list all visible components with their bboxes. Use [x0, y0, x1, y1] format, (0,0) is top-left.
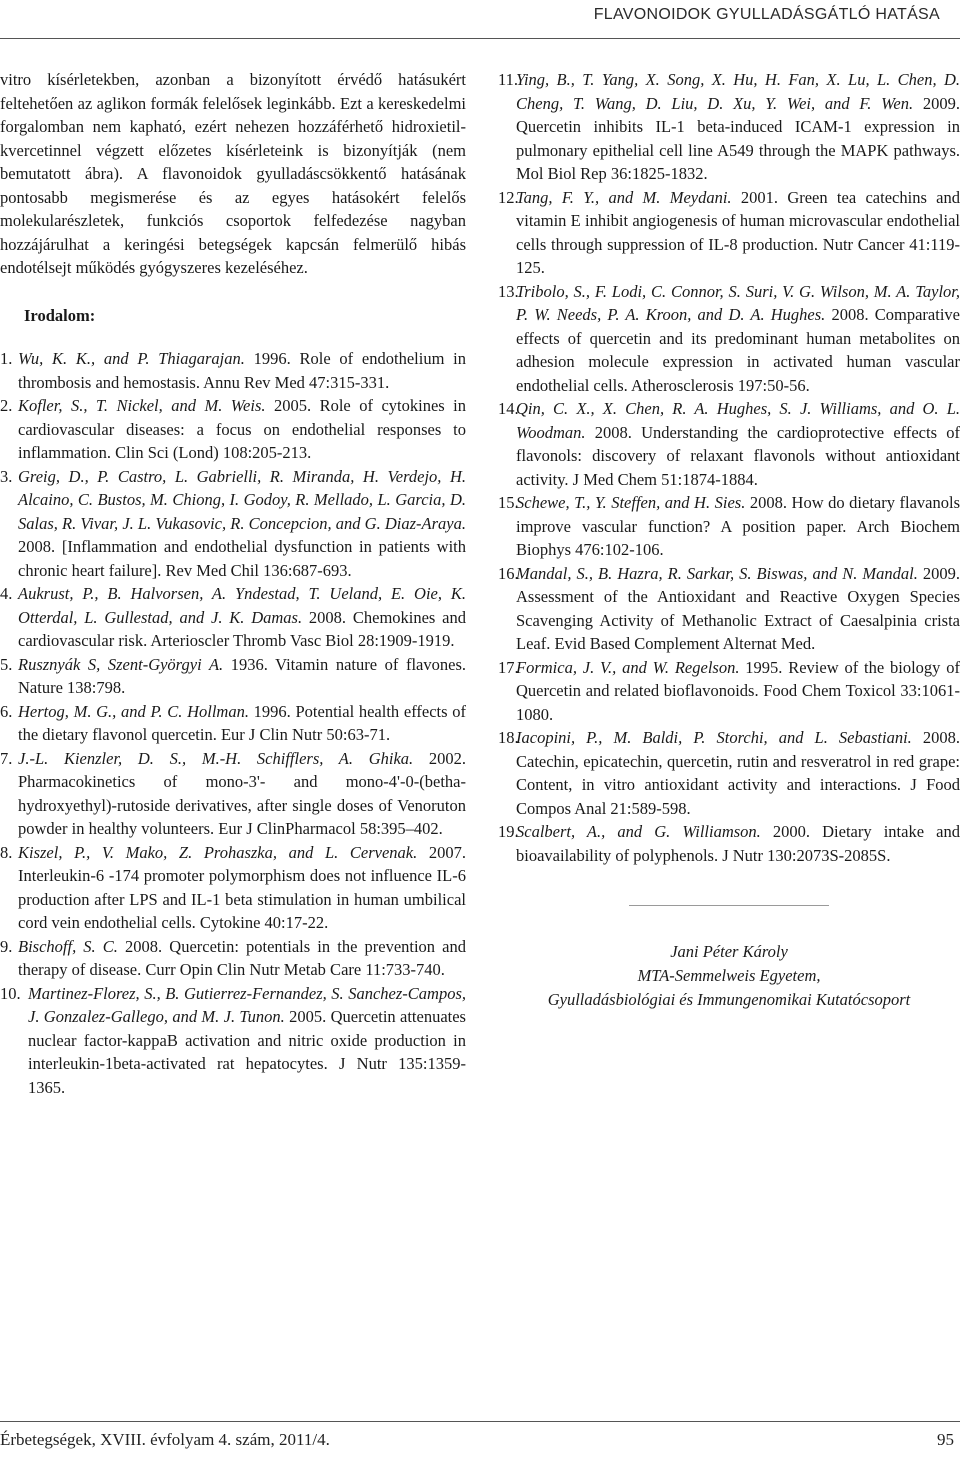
reference-details: 1996. Role of endothelium in thrombosis and hemostasis. Annu Rev Med 47:315-331. — [18, 349, 466, 392]
reference-number: 8. — [0, 842, 13, 862]
reference-details: 2005. Quercetin attenuates nuclear factor-kappaB activation and nitric oxide production in interleukin-1beta-activated rat hepatocytes. J Nutr 135:1359-1365. — [28, 1007, 466, 1097]
reference-details: 2005. Role of cytokines in cardiovascular diseases: a focus on endothelial responses to inflammation. Clin Sci (Lond) 108:205-213. — [18, 396, 466, 462]
reference-item — [0, 465, 466, 583]
reference-item — [0, 700, 466, 747]
reference-item — [0, 935, 466, 982]
reference-item — [498, 491, 960, 562]
reference-authors: Tang, F. Y., and M. Meydani. — [516, 187, 732, 207]
reference-number: 19. — [498, 822, 519, 841]
reference-item — [498, 726, 960, 820]
reference-authors: Rusznyák S, Szent-Györgyi A. — [18, 654, 224, 674]
body-paragraph: vitro kísérletekben, azonban a bizonyított érvédő hatásukért feltehetően az aglikon formák felelősek leginkább. Ezt a kereskedelmi forgalomban nem kapható, ezért nehezen hozzáférhető hidroxietil-kvercetinnel végzett előzetes kísérleteink is bizonyítják (nem bemutatott ábra). A flavonoidok gyulladáscsökkentő hatásának pontosabb megismerése és az egyes hatásokért felelős molekularészletek, funkciós csoportok felfedezése nagyban hozzájárulhat a keringési betegségek kapcsán felmerülő hibás endotélsejt működés gyógyszeres kezeléséhez. — [0, 70, 466, 277]
reference-item — [498, 280, 960, 398]
reference-item — [0, 394, 466, 465]
reference-details: 2009. Quercetin inhibits IL-1 beta-induced ICAM-1 expression in pulmonary epithelial cell line A549 through the MAPK pathways. Mol Biol Rep 36:1825-1832. — [516, 93, 960, 183]
author-name: Jani Péter Károly — [670, 942, 788, 961]
running-title: FLAVONOIDOK GYULLADÁSGÁTLÓ HATÁSA — [593, 6, 940, 23]
reference-item — [0, 841, 466, 935]
reference-number: 12. — [498, 187, 519, 207]
author-separator — [629, 905, 829, 906]
reference-list-left — [0, 347, 466, 1099]
reference-authors: Mandal, S., B. Hazra, R. Sarkar, S. Biswas, and N. Mandal. — [516, 563, 918, 583]
reference-details: 2000. Dietary intake and bioavailability of polyphenols. J Nutr 130:2073S-2085S. — [516, 822, 960, 865]
reference-number: 5. — [0, 654, 13, 674]
page-number: 95 — [937, 1430, 954, 1449]
reference-authors: Scalbert, A., and G. Williamson. — [516, 822, 761, 841]
reference-number: 9. — [0, 936, 13, 956]
reference-details: 2007. Interleukin-6 -174 promoter polymorphism does not influence IL-6 production after LPS and IL-1 beta stimulation in human umbilical cord vein endothelial cells. Cytokine 40:17-22. — [18, 842, 466, 932]
reference-details: 1936. Vitamin nature of flavones. Nature 138:798. — [18, 654, 467, 697]
reference-number: 6. — [0, 701, 13, 721]
reference-authors: Formica, J. V., and W. Regelson. — [516, 657, 740, 677]
reference-authors: Ying, B., T. Yang, X. Song, X. Hu, H. Fan, X. Lu, L. Chen, D. Cheng, T. Wang, D. Liu, D. Xu, Y. Wei, and F. Wen. — [516, 70, 960, 113]
reference-details: 2008. Understanding the cardioprotective effects of flavonols: discovery of relaxant flavonols without antioxidant activity. J Med Chem 51:1874-1884. — [516, 422, 960, 489]
reference-details: 2008. Chemokines and cardiovascular risk. Arterioscler Thromb Vasc Biol 28:1909-1919. — [18, 607, 466, 650]
reference-item — [498, 68, 960, 186]
reference-item — [498, 656, 960, 727]
reference-list-right — [498, 68, 960, 867]
reference-details: 2002. Pharmacokinetics of mono-3'- and mono-4'-0-(betha-hydroxyethyl)-rutoside derivatives, after single doses of Venoruton powder in healthy volunteers. Eur J ClinPharmacol 58:395–402. — [18, 748, 466, 838]
reference-details: 2001. Green tea catechins and vitamin E inhibit angiogenesis of human microvascular endothelial cells through suppression of IL-8 production. Nutr Cancer 41:119-125. — [516, 187, 960, 277]
reference-details: 2008. Catechin, epicatechin, quercetin, rutin and resveratrol in red grape: Content, in vitro antioxidant activity and interactions. J Food Compos Anal 21:589-598. — [516, 728, 960, 818]
right-column — [498, 68, 960, 1012]
reference-authors: Schewe, T., Y. Steffen, and H. Sies. — [516, 493, 746, 512]
reference-number: 17. — [498, 657, 519, 677]
reference-number: 7. — [0, 748, 13, 768]
reference-authors: Aukrust, P., B. Halvorsen, A. Yndestad, T. Ueland, E. Oie, K. Otterdal, L. Gullestad, and J. K. Damas. — [18, 584, 466, 627]
reference-number: 10. — [0, 983, 21, 1003]
reference-authors: Kofler, S., T. Nickel, and M. Weis. — [18, 396, 266, 415]
reference-authors: Hertog, M. G., and P. C. Hollman. — [18, 701, 249, 721]
reference-number: 1. — [0, 349, 13, 368]
reference-authors: Wu, K. K., and P. Thiagarajan. — [18, 349, 245, 368]
reference-authors: Tribolo, S., F. Lodi, C. Connor, S. Suri, V. G. Wilson, M. A. Taylor, P. W. Needs, P. A. Kroon, and D. A. Hughes. — [516, 281, 960, 324]
reference-item — [498, 186, 960, 280]
references-heading: Irodalom: — [24, 305, 96, 325]
reference-item — [498, 562, 960, 656]
reference-number: 13. — [498, 281, 519, 301]
reference-details: 2008. Quercetin: potentials in the prevention and therapy of disease. Curr Opin Clin Nutr Metab Care 11:733-740. — [18, 936, 466, 979]
header-rule — [0, 38, 960, 39]
reference-item — [0, 747, 466, 841]
left-column — [0, 68, 466, 1099]
author-institution: MTA-Semmelweis Egyetem, — [637, 966, 821, 985]
reference-authors: Qin, C. X., X. Chen, R. A. Hughes, S. J. Williams, and O. L. Woodman. — [516, 399, 960, 442]
reference-number: 11. — [498, 70, 519, 89]
reference-details: 2009. Assessment of the Antioxidant and Reactive Oxygen Species Scavenging Activity of Methanolic Extract of Caesalpinia crista Leaf. Evid Based Complement Alternat Med. — [516, 563, 960, 653]
author-block — [498, 940, 960, 1012]
reference-number: 4. — [0, 584, 13, 603]
reference-number: 16. — [498, 563, 519, 583]
reference-details: 2008. How do dietary flavanols improve vascular function? A position paper. Arch Biochem Biophys 476:102-106. — [516, 493, 960, 559]
reference-authors: Kiszel, P., V. Mako, Z. Prohaszka, and L. Cervenak. — [18, 842, 418, 862]
journal-citation: Érbetegségek, XVIII. évfolyam 4. szám, 2011/4. — [0, 1430, 330, 1449]
reference-authors: J.-L. Kienzler, D. S., M.-H. Schifflers, A. Ghika. — [18, 748, 414, 768]
reference-details: 1995. Review of the biology of Quercetin and related bioflavonoids. Food Chem Toxicol 33:1061-1080. — [516, 657, 960, 724]
reference-number: 18. — [498, 728, 519, 747]
reference-authors: Martinez-Florez, S., B. Gutierrez-Fernandez, S. Sanchez-Campos, J. Gonzalez-Gallego, and M. J. Tunon. — [28, 983, 466, 1026]
reference-item — [498, 397, 960, 491]
reference-number: 3. — [0, 466, 13, 486]
reference-item — [0, 982, 466, 1100]
reference-details: 2008. Comparative effects of quercetin and its predominant human metabolites on adhesion molecule expression in activated human vascular endothelial cells. Atherosclerosis 197:50-56. — [516, 305, 960, 395]
reference-details: 1996. Potential health effects of the dietary flavonol quercetin. Eur J Clin Nutr 50:63-71. — [18, 701, 466, 744]
reference-item — [0, 582, 466, 653]
reference-number: 2. — [0, 396, 13, 415]
reference-number: 14. — [498, 399, 519, 418]
reference-item — [0, 653, 466, 700]
reference-details: 2008. [Inflammation and endothelial dysfunction in patients with chronic heart failure]. Rev Med Chil 136:687-693. — [18, 537, 466, 580]
reference-authors: Iacopini, P., M. Baldi, P. Storchi, and L. Sebastiani. — [516, 728, 912, 747]
reference-authors: Bischoff, S. C. — [18, 936, 118, 956]
reference-number: 15. — [498, 493, 519, 512]
reference-authors: Greig, D., P. Castro, L. Gabrielli, R. Miranda, H. Verdejo, H. Alcaino, C. Bustos, M. Chiong, I. Godoy, R. Mellado, L. Garcia, D. Salas, R. Vivar, J. L. Vukasovic, R. Concepcion, and G. Diaz-Araya. — [18, 466, 466, 533]
reference-item — [498, 820, 960, 867]
author-group: Gyulladásbiológiai és Immungenomikai Kutatócsoport — [547, 990, 911, 1009]
reference-item — [0, 347, 466, 394]
footer-rule — [0, 1421, 960, 1422]
